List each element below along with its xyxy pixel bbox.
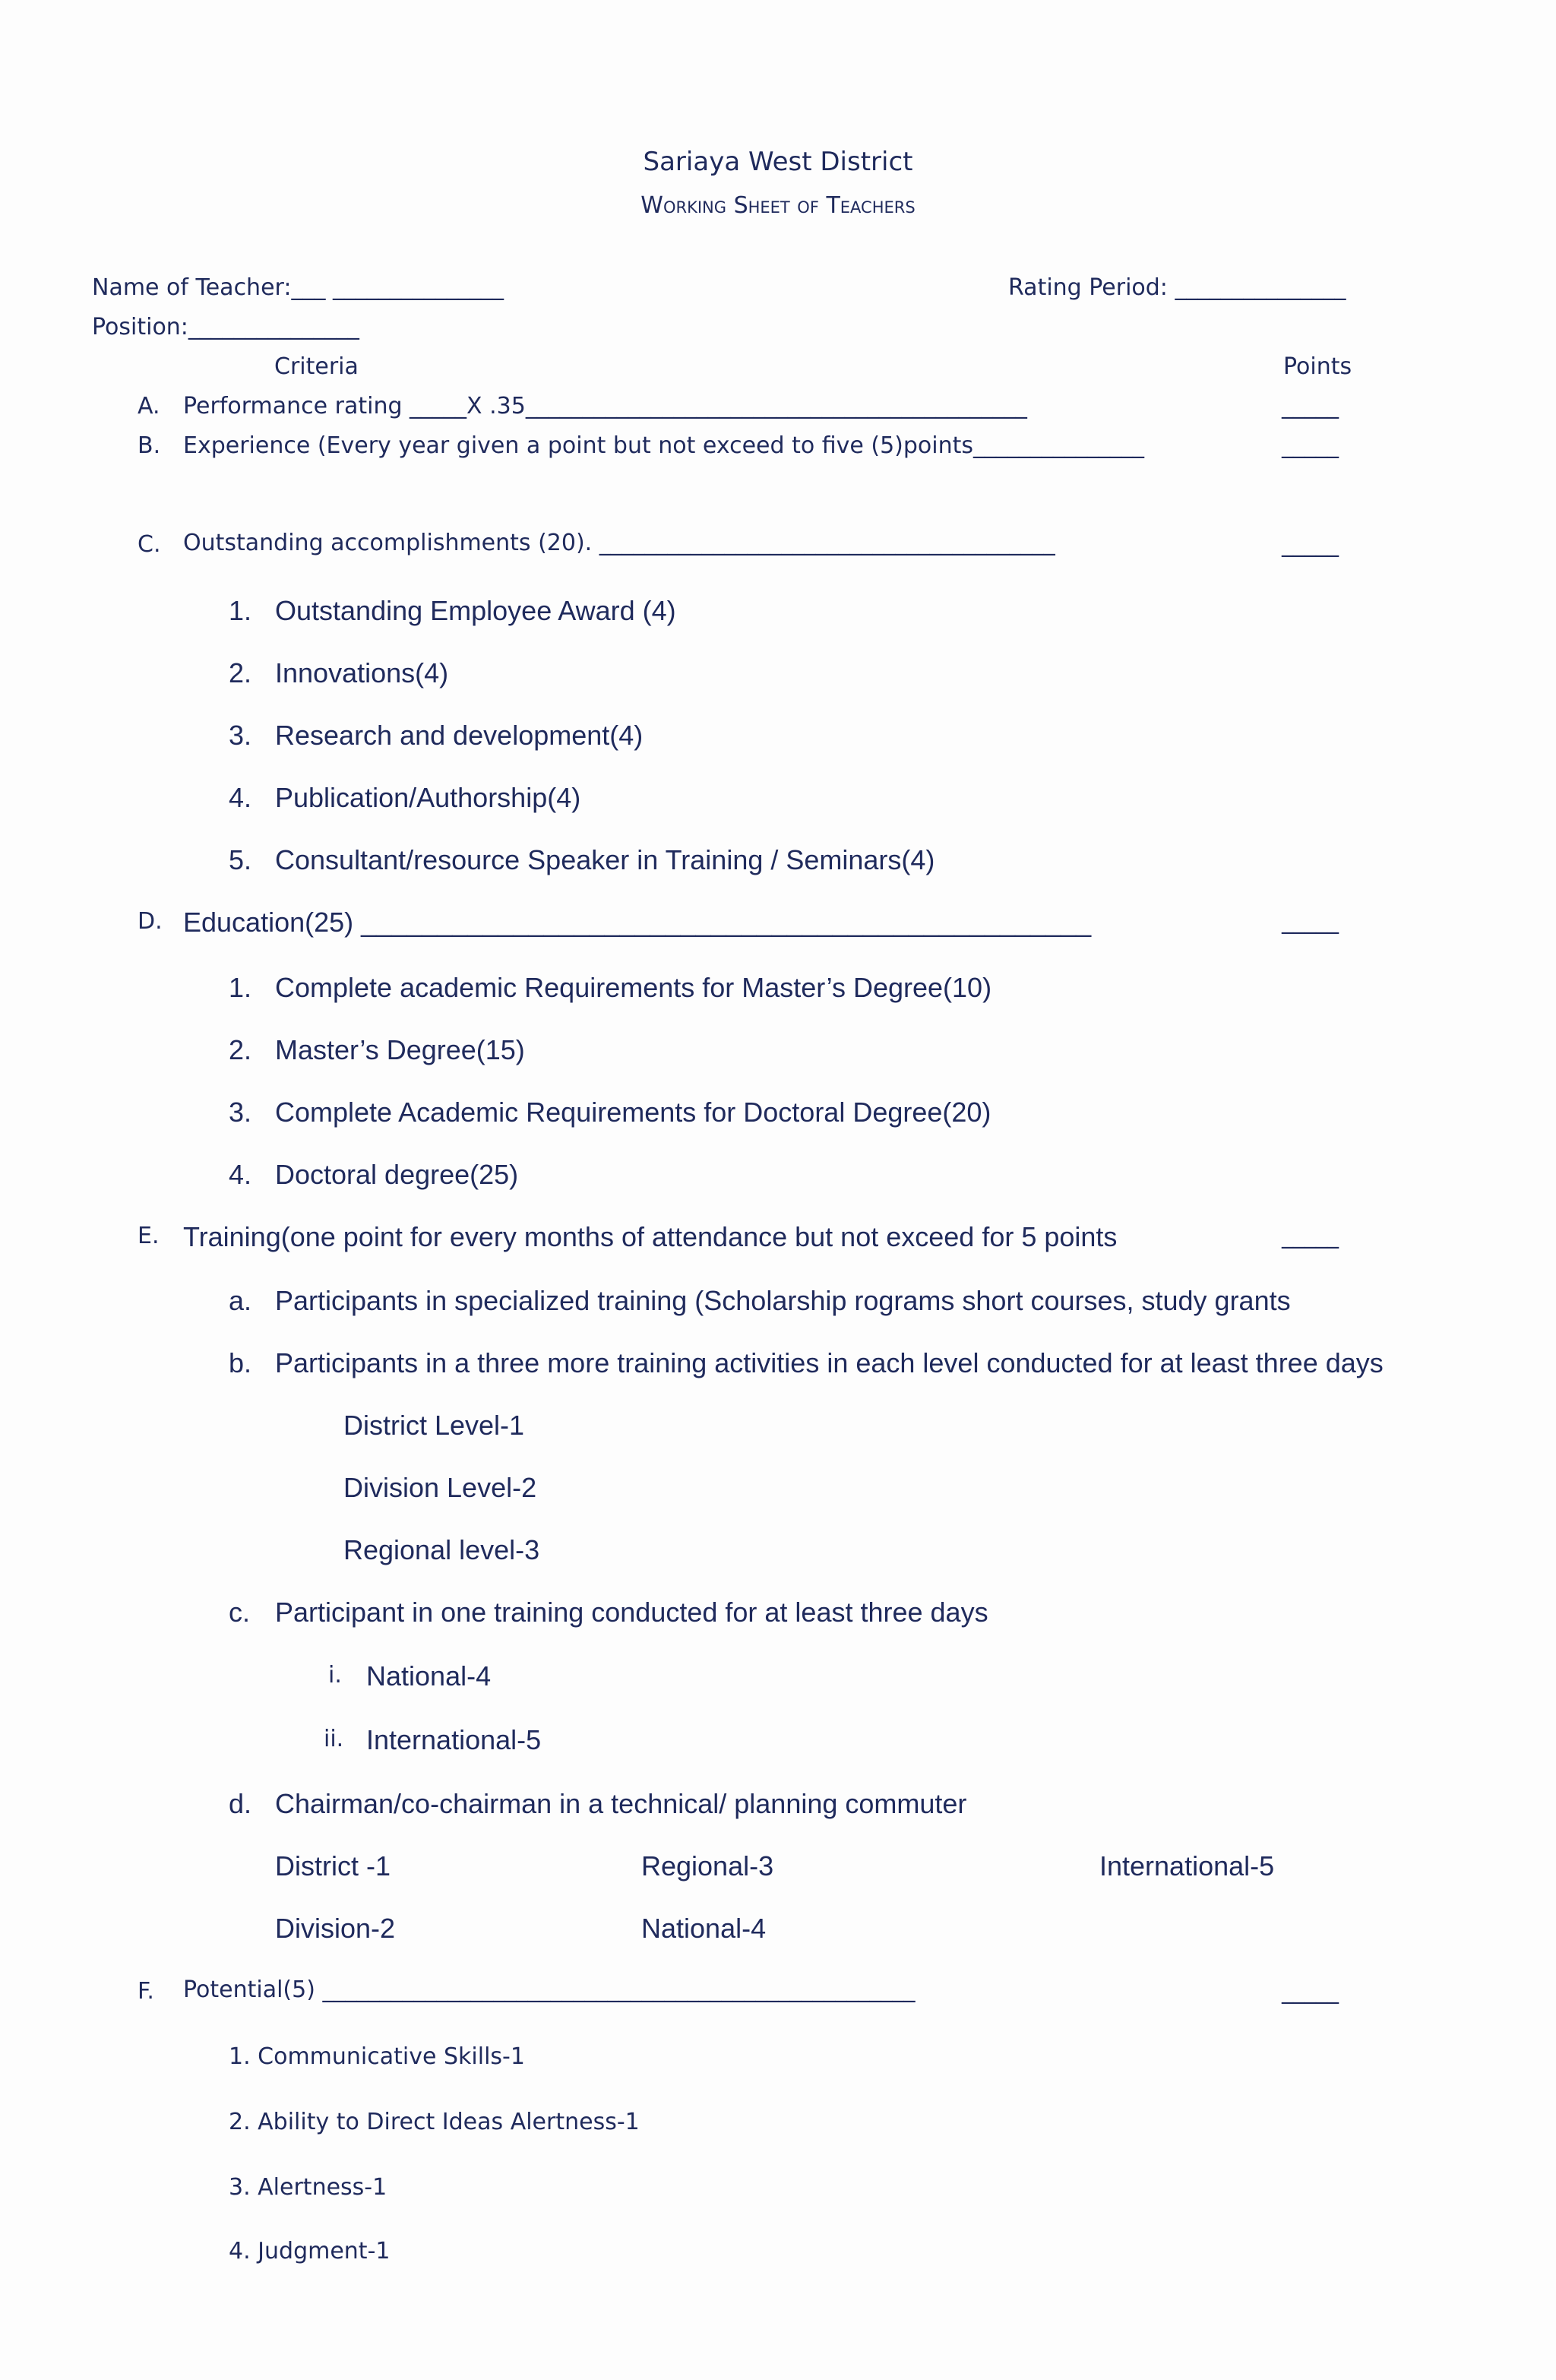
level-item: Division Level-2 — [343, 1472, 537, 1503]
list-item: Outstanding Employee Award (4) — [275, 595, 676, 626]
list-item: National-4 — [366, 1660, 492, 1692]
list-item: Complete Academic Requirements for Doctoral Degree(20) — [275, 1097, 991, 1128]
section-b-letter: B. — [138, 432, 161, 459]
section-d-text: Education(25) ________________________________________________ — [183, 907, 1092, 938]
section-b-text: Experience (Every year given a point but not exceed to five (5)points_______________ — [183, 432, 1144, 459]
level-item: National-4 — [641, 1913, 767, 1944]
section-e-text: Training(one point for every months of attendance but not exceed for 5 points — [183, 1221, 1118, 1252]
list-item: Participants in a three more training activities in each level conducted for at least three days — [275, 1347, 1384, 1378]
section-d-points-blank: _____ — [1282, 908, 1339, 935]
list-item: Participants in specialized training (Scholarship rograms short courses, study grants — [275, 1285, 1291, 1316]
list-item: Innovations(4) — [275, 657, 449, 688]
list-item: 4. Judgment-1 — [229, 2238, 391, 2264]
list-item: 2. Ability to Direct Ideas Alertness-1 — [229, 2109, 640, 2135]
level-item: Regional-3 — [641, 1850, 774, 1882]
section-f-text: Potential(5) ____________________________________________________ — [183, 1976, 916, 2003]
list-item-letter: b. — [229, 1347, 252, 1378]
list-item-letter: a. — [229, 1285, 252, 1316]
list-item-number: 5. — [229, 844, 252, 875]
list-item: Master’s Degree(15) — [275, 1034, 525, 1065]
section-a-points-blank: _____ — [1282, 393, 1339, 419]
list-item: Complete academic Requirements for Master’s Degree(10) — [275, 972, 992, 1003]
list-item-letter: c. — [229, 1597, 251, 1628]
list-item-number: 4. — [229, 1159, 252, 1190]
list-item: Chairman/co-chairman in a technical/ planning commuter — [275, 1788, 967, 1819]
position-field: Position:_______________ — [92, 314, 359, 340]
list-item: Participant in one training conducted for at least three days — [275, 1597, 988, 1628]
section-e-points-blank: _____ — [1282, 1223, 1339, 1249]
list-item-letter: d. — [229, 1788, 252, 1819]
level-item: District -1 — [275, 1850, 391, 1882]
list-item-numeral: ii. — [324, 1726, 344, 1752]
name-of-teacher-field: Name of Teacher:___ _______________ — [92, 274, 504, 301]
list-item: 3. Alertness-1 — [229, 2174, 387, 2201]
list-item-number: 1. — [229, 972, 252, 1003]
section-b-points-blank: _____ — [1282, 432, 1339, 459]
section-f-points-blank: _____ — [1282, 1978, 1339, 2005]
section-f-letter: F. — [138, 1978, 154, 2005]
list-item-number: 1. — [229, 595, 252, 626]
level-item: International-5 — [1099, 1850, 1275, 1882]
section-a-letter: A. — [138, 393, 160, 419]
section-a-text: Performance rating _____X .35____________________________________________ — [183, 393, 1027, 419]
points-header: Points — [1283, 353, 1352, 380]
section-c-points-blank: _____ — [1282, 531, 1339, 558]
list-item: Research and development(4) — [275, 720, 644, 751]
level-item: Regional level-3 — [343, 1534, 540, 1565]
list-item-number: 4. — [229, 782, 252, 813]
level-item: Division-2 — [275, 1913, 396, 1944]
list-item-number: 2. — [229, 657, 252, 688]
section-e-letter: E. — [138, 1223, 160, 1249]
rating-period-field: Rating Period: _______________ — [1008, 274, 1346, 301]
section-c-letter: C. — [138, 531, 161, 558]
list-item-numeral: i. — [328, 1662, 342, 1688]
list-item: Publication/Authorship(4) — [275, 782, 581, 813]
district-title: Sariaya West District — [643, 147, 913, 177]
section-c-text: Outstanding accomplishments (20). ________________________________________ — [183, 530, 1055, 556]
list-item: Consultant/resource Speaker in Training / Seminars(4) — [275, 844, 935, 875]
criteria-header: Criteria — [274, 353, 359, 380]
list-item: International-5 — [366, 1724, 542, 1755]
list-item: Doctoral degree(25) — [275, 1159, 519, 1190]
section-d-letter: D. — [138, 908, 163, 935]
list-item: 1. Communicative Skills-1 — [229, 2043, 525, 2070]
list-item-number: 3. — [229, 1097, 252, 1128]
list-item-number: 3. — [229, 720, 252, 751]
level-item: District Level-1 — [343, 1410, 525, 1441]
list-item-number: 2. — [229, 1034, 252, 1065]
sheet-subtitle: Working Sheet of Teachers — [640, 192, 916, 219]
